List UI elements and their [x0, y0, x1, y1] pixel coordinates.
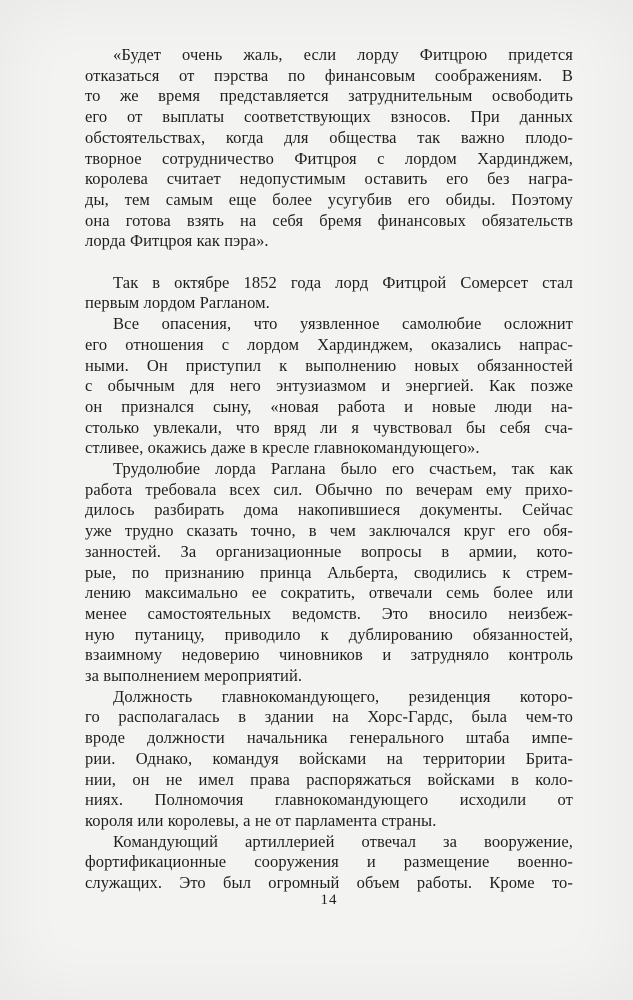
text-line: Трудолюбие лорда Раглана было его счастьем, так как	[113, 459, 573, 479]
text-line: первым лордом Рагланом.	[85, 293, 270, 313]
text-line: Так в октябре 1852 года лорд Фитцрой Сомерсет стал	[113, 272, 573, 292]
text-line: ными. Он приступил к выполнению новых обязанностей	[85, 355, 573, 375]
text-line: столько увлекали, что вряд ли я чувствовал бы себя сча-	[85, 417, 573, 437]
text-line: уже трудно сказать точно, в чем заключался круг его обя-	[85, 521, 573, 541]
text-line: обстоятельствах, когда для общества так важно плодо-	[85, 127, 573, 147]
text-line: отказаться от пэрства по финансовым соображениям. В	[85, 65, 573, 85]
text-line: рии. Однако, командуя войсками на территории Брита-	[85, 748, 573, 768]
page-number: 14	[320, 892, 338, 908]
paragraph	[85, 45, 573, 252]
text-line: Должность главнокомандующего, резиденция которо-	[113, 686, 573, 706]
text-line: то же время представляется затруднительным освободить	[85, 86, 573, 106]
text-line: она готова взять на себя бремя финансовых обязательств	[85, 210, 573, 230]
text-line: лорда Фитцроя как пэра».	[85, 231, 269, 251]
text-line: го располагалась в здании на Хорс-Гардс, была чем-то	[85, 707, 573, 727]
text-line: за выполнением мероприятий.	[85, 666, 303, 686]
text-line: ды, тем самым еще более усугубив его обиды. Поэтому	[85, 189, 573, 209]
text-line: королева считает недопустимым оставить его без награ-	[85, 169, 573, 189]
text-line: он признался сыну, «новая работа и новые люди на-	[85, 396, 573, 416]
text-line: рые, по признанию принца Альберта, сводились к стрем-	[85, 562, 573, 582]
text-line: служащих. Это был огромный объем работы. Кроме то-	[85, 873, 573, 893]
text-line: вроде должности начальника генерального штаба импе-	[85, 728, 573, 748]
text-line: Все опасения, что уязвленное самолюбие осложнит	[113, 314, 573, 334]
text-block	[85, 45, 573, 894]
text-line: его отношения с лордом Хардинджем, оказались напрас-	[85, 334, 573, 354]
text-line: стливее, окажись даже в кресле главнокомандующего».	[85, 438, 480, 458]
text-line: короля или королевы, а не от парламента страны.	[85, 811, 437, 830]
paragraph	[85, 687, 573, 832]
text-line: «Будет очень жаль, если лорду Фитцрою придется	[113, 45, 573, 64]
text-line: менее самостоятельных ведомств. Это вносило неизбеж-	[85, 603, 573, 623]
paragraph	[85, 459, 573, 687]
text-line: занностей. За организационные вопросы в армии, кото-	[85, 541, 573, 561]
text-line: с обычным для него энтузиазмом и энергией. Как позже	[85, 376, 573, 396]
text-line: взаимному недоверию чиновников и затрудняло контроль	[85, 645, 573, 665]
paragraph	[85, 314, 573, 459]
paragraph	[85, 273, 573, 314]
text-line: творное сотрудничество Фитцроя с лордом Хардинджем,	[85, 148, 573, 168]
text-line: ную путаницу, приводило к дублированию обязанностей,	[85, 624, 573, 644]
paragraph	[85, 832, 573, 894]
text-line: нии, он не имел права распоряжаться войсками в коло-	[85, 769, 573, 789]
text-line: Командующий артиллерией отвечал за вооружение,	[113, 831, 573, 851]
text-line: его от выплаты соответствующих взносов. При данных	[85, 107, 573, 127]
text-line: лению максимально ее сократить, отвечали семь более или	[85, 583, 573, 603]
text-line: фортификационные сооружения и размещение военно-	[85, 852, 573, 872]
text-line: работа требовала всех сил. Обычно по вечерам ему прихо-	[85, 479, 573, 499]
text-line: ниях. Полномочия главнокомандующего исходили от	[85, 790, 573, 810]
text-line: дилось разбирать дома накопившиеся документы. Сейчас	[85, 500, 573, 520]
